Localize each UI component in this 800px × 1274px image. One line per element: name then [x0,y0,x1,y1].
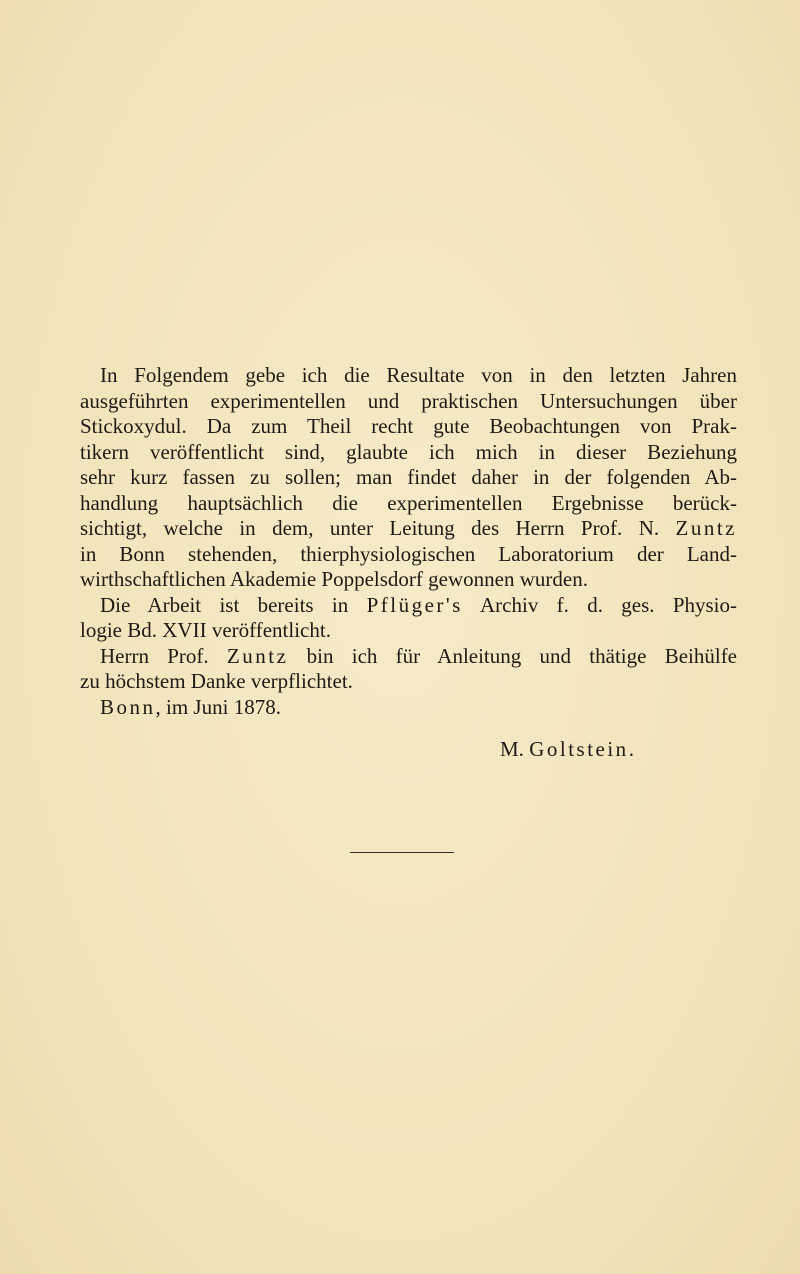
author-name-zuntz: Zuntz [675,516,737,540]
text-line: zu höchstem Danke verpflichtet. [80,669,353,693]
text-segment: Die Arbeit ist bereits in [100,592,367,617]
preface-text [80,363,737,720]
text-line: handlung hauptsächlich die experimentellen Ergebnisse berück- [80,490,737,515]
text-segment: sichtigt, welche in dem, unter Leitung des Herrn Prof. N. [80,516,676,540]
text-line: in Bonn stehenden, thierphysiologischen Laboratorium der Land- [80,541,737,566]
author-signature [500,737,634,762]
text-line: sehr kurz fassen zu sollen; man findet daher in der folgenden Ab- [80,465,737,489]
place-date [80,695,737,721]
text-line: ausgeführten experimentellen und praktischen Untersuchungen über [80,388,737,413]
author-name-zuntz: Zuntz [226,643,289,668]
text-line: tikern veröffentlicht sind, glaubte ich mich in dieser Beziehung [80,439,737,464]
text-line [80,644,737,670]
place-name: Bonn [100,694,156,719]
date-text: , im Juni 1878. [155,694,281,719]
text-line [80,516,737,542]
text-line: wirthschaftlichen Akademie Poppelsdorf gewonnen wurden. [80,567,588,591]
text-segment: bin ich für Anleitung und thätige Beihülfe [288,643,738,668]
text-line: Stickoxydul. Da zum Theil recht gute Beobachtungen von Prak- [80,414,737,438]
text-line: In Folgendem gebe ich die Resultate von in den letzten Jahren [100,363,737,387]
journal-name-pfluger: Pflüger's [366,592,463,617]
author-name-goltstein: Goltstein [529,737,629,761]
divider-rule [350,852,454,853]
text-segment: Herrn Prof. [100,643,227,668]
text-segment: Archiv f. d. ges. Physio- [462,592,738,617]
text-line: logie Bd. XVII veröffentlicht. [80,618,331,642]
text-segment: M. [500,737,530,761]
text-segment: . [628,737,634,761]
text-line [80,593,737,619]
